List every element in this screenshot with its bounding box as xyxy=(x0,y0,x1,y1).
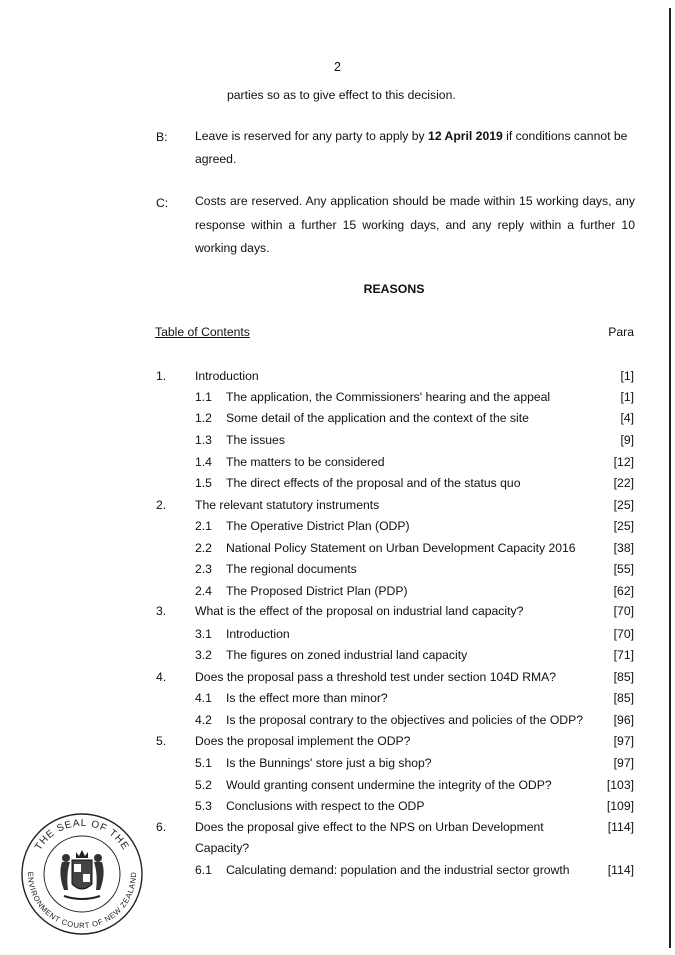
toc-entry-para-ref: [96] xyxy=(613,713,634,727)
toc-entry-title: The application, the Commissioners' hearing and the appeal xyxy=(226,390,551,404)
toc-entry-title: The matters to be considered xyxy=(226,455,385,469)
toc-entry-title: National Policy Statement on Urban Development Capacity 2016 xyxy=(226,541,576,555)
toc-entry-number: 3.2 xyxy=(195,648,212,662)
toc-entry-number: 6.1 xyxy=(195,863,212,877)
page-number: 2 xyxy=(334,60,341,74)
toc-entry xyxy=(0,476,675,492)
toc-entry-para-ref: [55] xyxy=(613,562,634,576)
toc-entry-number: 2.3 xyxy=(195,562,212,576)
toc-entry-para-ref: [85] xyxy=(613,670,634,684)
toc-entry-title: The Operative District Plan (ODP) xyxy=(226,519,410,533)
toc-entry xyxy=(0,670,675,686)
toc-entry-title: The figures on zoned industrial land capacity xyxy=(226,648,468,662)
toc-entry-title-line-2: Capacity? xyxy=(195,841,250,855)
toc-entry-para-ref: [97] xyxy=(613,756,634,770)
toc-entry-para-ref: [85] xyxy=(613,691,634,705)
toc-entry xyxy=(0,455,675,471)
toc-entry xyxy=(0,369,675,385)
toc-entry-number: 1.5 xyxy=(195,476,212,490)
toc-entry-para-ref: [109] xyxy=(606,799,634,813)
toc-entry-title: The relevant statutory instruments xyxy=(195,498,380,512)
toc-entry-number: 5.2 xyxy=(195,778,212,792)
toc-entry-title: Calculating demand: population and the industrial sector growth xyxy=(226,863,570,877)
toc-entry-title: The issues xyxy=(226,433,285,447)
toc-entry-para-ref: [12] xyxy=(613,455,634,469)
toc-entry-para-ref: [38] xyxy=(613,541,634,555)
toc-entry-number: 5. xyxy=(156,734,167,748)
svg-text:ENVIRONMENT COURT OF NEW ZEALA: ENVIRONMENT COURT OF NEW ZEALAND xyxy=(25,871,139,930)
toc-entry xyxy=(0,604,675,620)
toc-entry-title: The Proposed District Plan (PDP) xyxy=(226,584,408,598)
toc-entry-title: Is the proposal contrary to the objectives and policies of the ODP? xyxy=(226,713,584,727)
toc-entry-number: 1.1 xyxy=(195,390,212,404)
toc-entry-title: Does the proposal give effect to the NPS on Urban Development xyxy=(195,820,544,834)
toc-entry-number: 1. xyxy=(156,369,167,383)
toc-entry-para-ref: [25] xyxy=(613,498,634,512)
toc-entry xyxy=(0,519,675,535)
toc-entry-number: 4. xyxy=(156,670,167,684)
toc-entry-para-ref: [103] xyxy=(606,778,634,792)
toc-entry xyxy=(0,648,675,664)
toc-entry-para-ref: [114] xyxy=(607,863,634,877)
paragraph-b-line-1: Leave is reserved for any party to apply by 12 April 2019 if conditions cannot be xyxy=(195,129,628,143)
toc-entry-number: 6. xyxy=(156,820,167,834)
toc-entry-number: 4.1 xyxy=(195,691,212,705)
svg-text:THE SEAL OF THE: THE SEAL OF THE xyxy=(33,817,131,853)
toc-entry-para-ref: [9] xyxy=(620,433,634,447)
continuation-text: parties so as to give effect to this decision. xyxy=(227,88,456,102)
toc-entry-title: Conclusions with respect to the ODP xyxy=(226,799,425,813)
toc-entry-number: 1.2 xyxy=(195,411,212,425)
toc-entry xyxy=(0,411,675,427)
toc-entry xyxy=(0,691,675,707)
toc-entry-para-ref: [114] xyxy=(607,820,634,834)
toc-entry-number: 2.2 xyxy=(195,541,212,555)
toc-entry-para-ref: [62] xyxy=(613,584,634,598)
toc-entry xyxy=(0,433,675,449)
toc-entry xyxy=(0,778,675,794)
toc-entry-title: Does the proposal implement the ODP? xyxy=(195,734,411,748)
paragraph-b-date: 12 April 2019 xyxy=(428,129,503,143)
toc-entry-title: Some detail of the application and the context of the site xyxy=(226,411,529,425)
toc-entry-number: 1.4 xyxy=(195,455,212,469)
toc-entry-number: 5.3 xyxy=(195,799,212,813)
toc-entry-title: Would granting consent undermine the integrity of the ODP? xyxy=(226,778,552,792)
toc-entry-number: 2.4 xyxy=(195,584,212,598)
reasons-heading: REASONS xyxy=(363,282,425,296)
toc-entry-number: 3. xyxy=(156,604,167,618)
toc-entry xyxy=(0,734,675,750)
toc-entry-para-ref: [97] xyxy=(613,734,634,748)
toc-entry xyxy=(0,713,675,729)
toc-entry-title: The direct effects of the proposal and of the status quo xyxy=(226,476,521,490)
toc-entry-number: 2.1 xyxy=(195,519,212,533)
toc-entry xyxy=(0,498,675,514)
toc-entry-para-ref: [71] xyxy=(613,648,634,662)
toc-entry-title: The regional documents xyxy=(226,562,357,576)
toc-heading: Table of Contents xyxy=(155,325,250,339)
toc-entry-title: What is the effect of the proposal on industrial land capacity? xyxy=(195,604,524,618)
toc-entry xyxy=(0,562,675,578)
toc-entry-para-ref: [70] xyxy=(613,627,634,641)
toc-entry-title: Does the proposal pass a threshold test under section 104D RMA? xyxy=(195,670,557,684)
toc-entry-title: Is the Bunnings' store just a big shop? xyxy=(226,756,432,770)
toc-entry-title: Introduction xyxy=(226,627,290,641)
environment-court-seal-icon xyxy=(20,812,144,936)
toc-entry-para-ref: [1] xyxy=(620,369,634,383)
toc-entry-number: 1.3 xyxy=(195,433,212,447)
toc-entry-title: Introduction xyxy=(195,369,259,383)
toc-entry xyxy=(0,584,675,600)
paragraph-b-line-2: agreed. xyxy=(195,152,237,166)
toc-entry-number: 2. xyxy=(156,498,167,512)
toc-entry-title: Is the effect more than minor? xyxy=(226,691,388,705)
paragraph-b-letter: B: xyxy=(156,130,168,144)
toc-entry-para-ref: [70] xyxy=(613,604,634,618)
toc-entry-para-ref: [4] xyxy=(620,411,634,425)
toc-entry-number: 3.1 xyxy=(195,627,212,641)
toc-entry-number: 5.1 xyxy=(195,756,212,770)
toc-entry-para-ref: [22] xyxy=(613,476,634,490)
toc-entry xyxy=(0,627,675,643)
toc-entry-number: 4.2 xyxy=(195,713,212,727)
toc-entry-para-ref: [25] xyxy=(613,519,634,533)
toc-entry xyxy=(0,541,675,557)
paragraph-c-text: Costs are reserved. Any application should be made within 15 working days, any response within a further 15 working days, and any reply within a further 10 working days. xyxy=(195,194,635,255)
paragraph-c-letter: C: xyxy=(156,196,169,210)
toc-entry xyxy=(0,756,675,772)
toc-entry-para-ref: [1] xyxy=(620,390,634,404)
toc-entry xyxy=(0,390,675,406)
toc-para-label: Para xyxy=(608,325,634,339)
